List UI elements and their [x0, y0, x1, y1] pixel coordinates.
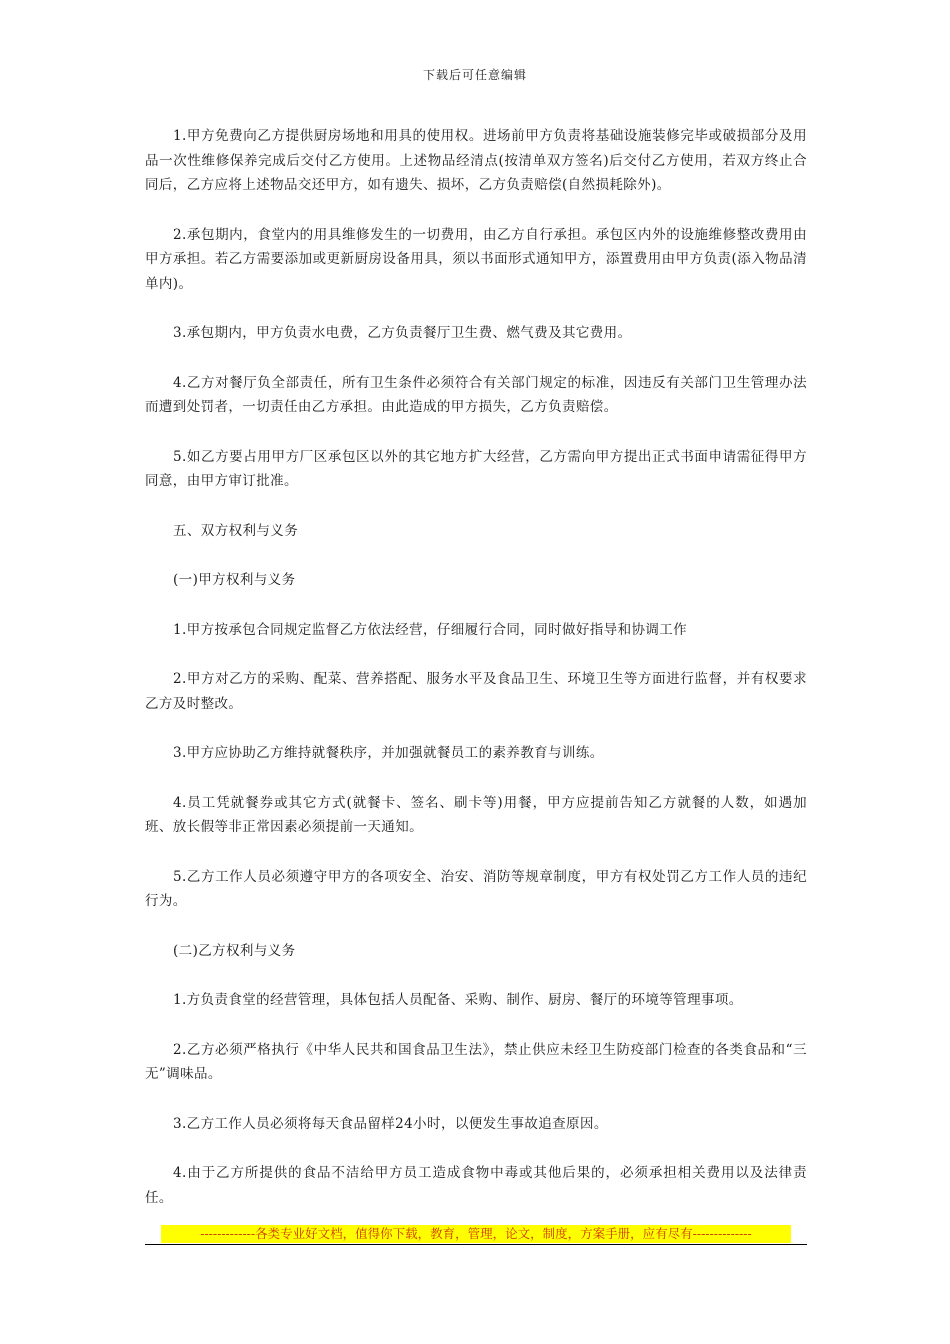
- paragraph-4-hygiene-responsibility: 4.乙方对餐厅负全部责任，所有卫生条件必须符合有关部门规定的标准，因违反有关部门卫生管理办法而遭到处罚者，一切责任由乙方承担。由此造成的甲方损失，乙方负责赔偿。: [145, 374, 807, 415]
- paragraph-3-utility-fees: 3.承包期内，甲方负责水电费，乙方负责餐厅卫生费、燃气费及其它费用。: [173, 325, 632, 341]
- subsection-heading-party-b: (二)乙方权利与义务: [173, 942, 296, 959]
- paragraph-1-kitchen-use: 1.甲方免费向乙方提供厨房场地和用具的使用权。进场前甲方负责将基础设施装修完毕或破损部分及用品一次性维修保养完成后交付乙方使用。上述物品经清点(按清单双方签名)后交付乙方使用，若双方终止合同后，乙方应将上述物品交还甲方，如有遗失、损坏，乙方负责赔偿(自然损耗除外)。: [145, 128, 807, 193]
- footer-divider: [145, 1244, 807, 1245]
- footer-promo-banner: -------------各类专业好文档，值得你下载，教育，管理，论文，制度，方案手册，应有尽有--------------: [161, 1225, 791, 1243]
- section-heading-rights-obligations: 五、双方权利与义务: [173, 522, 299, 539]
- party-a-item-3: 3.甲方应协助乙方维持就餐秩序，并加强就餐员工的素养教育与训练。: [173, 745, 604, 761]
- party-a-item-2: 2.甲方对乙方的采购、配菜、营养搭配、服务水平及食品卫生、环境卫生等方面进行监督，并有权要求乙方及时整改。: [145, 671, 807, 712]
- paragraph-5-expansion: 5.如乙方要占用甲方厂区承包区以外的其它地方扩大经营，乙方需向甲方提出正式书面申请需征得甲方同意，由甲方审订批准。: [145, 448, 807, 489]
- paragraph-2-maintenance-costs: 2.承包期内，食堂内的用具维修发生的一切费用，由乙方自行承担。承包区内外的设施维修整改费用由甲方承担。若乙方需要添加或更新厨房设备用具，须以书面形式通知甲方，添置费用由甲方负责(添入物品清单内)。: [145, 226, 807, 292]
- party-b-item-1: 1.方负责食堂的经营管理，具体包括人员配备、采购、制作、厨房、餐厅的环境等管理事项。: [173, 992, 743, 1008]
- party-b-item-2: 2.乙方必须严格执行《中华人民共和国食品卫生法》，禁止供应未经卫生防疫部门检查的各类食品和“三无”调味品。: [145, 1041, 807, 1082]
- page-header: 下载后可任意编辑: [422, 68, 527, 82]
- document-body: [145, 124, 807, 1235]
- party-b-item-3: 3.乙方工作人员必须将每天食品留样24小时，以便发生事故追查原因。: [173, 1115, 608, 1132]
- party-a-item-4: 4.员工凭就餐券或其它方式(就餐卡、签名、刷卡等)用餐，甲方应提前告知乙方就餐的人数，如遇加班、放长假等非正常因素必须提前一天通知。: [145, 794, 807, 835]
- subsection-heading-party-a: (一)甲方权利与义务: [173, 572, 296, 588]
- party-a-item-5: 5.乙方工作人员必须遵守甲方的各项安全、治安、消防等规章制度，甲方有权处罚乙方工作人员的违纪行为。: [145, 868, 807, 909]
- party-a-item-1: 1.甲方按承包合同规定监督乙方依法经营，仔细履行合同，同时做好指导和协调工作: [173, 621, 688, 638]
- party-b-item-4: 4.由于乙方所提供的食品不洁给甲方员工造成食物中毒或其他后果的，必须承担相关费用以及法律责任。: [145, 1165, 807, 1206]
